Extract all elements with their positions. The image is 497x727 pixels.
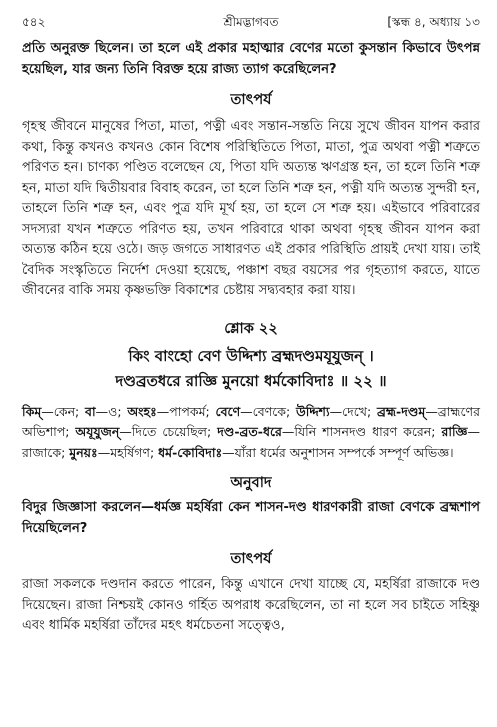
book-page	[22, 14, 480, 637]
synonym-meaning: —কেন;	[41, 403, 80, 419]
synonyms-text	[22, 402, 480, 464]
verse-line-2: দণ্ডব্রতধরে রাজ্ঞি মুনয়ো ধর্মকোবিদাঃ ॥ ২২ ॥	[115, 371, 387, 390]
synonym-meaning: —ব্রাহ্মণের অভিশাপ;	[22, 403, 480, 439]
synonym-meaning: —বেণকে;	[240, 403, 291, 419]
chapter-reference: [স্কন্ধ ৪, অধ্যায় ১৩	[387, 15, 480, 29]
synonym-word: বেণে	[215, 403, 241, 419]
synonym-word: দণ্ড-ব্রত-ধরে	[217, 424, 282, 439]
synonym-meaning: —রাজাকে;	[22, 424, 480, 460]
purport-text-2: রাজা সকলকে দণ্ডদান করতে পারেন, কিন্তু এখানে দেখা যাচ্ছে যে, মহর্ষিরা রাজাকে দণ্ড দিয়েছেন। রাজা নিশ্চয়ই কোনও গর্হিত অপরাধ করেছিলেন, তা না হলে সব চাইতে সহিষ্ণু এবং ধার্মিক মহর্ষিরা তাঁদের মহৎ ধর্মচেতনা সত্ত্বেও,	[22, 577, 480, 633]
running-header	[22, 14, 480, 36]
purport-heading-2: তাৎপর্য	[230, 551, 272, 567]
synonym-meaning: —যিনি শাসনদণ্ড ধারণ করেন;	[281, 424, 436, 439]
translation-heading: অনুবাদ	[230, 475, 272, 491]
verse-line-1: কিং বাংহো বেণ উদ্দিশ্য ব্রহ্মদণ্ডমযূযুজন্ ।	[128, 346, 374, 365]
synonym-meaning: —পাপকর্ম;	[156, 403, 210, 419]
synonym-word: ধর্ম-কোবিদাঃ	[158, 444, 223, 460]
purport-heading-1: তাৎপর্য	[230, 92, 272, 108]
synonym-word: কিম্	[22, 403, 42, 419]
synonym-meaning: —দেখে;	[329, 403, 372, 419]
synonym-meaning: —যাঁরা ধর্মের অনুশাসন সম্পর্কে সম্পূর্ণ অভিজ্ঞ।	[222, 444, 454, 460]
synonym-meaning: —দিতে চেয়েছিল;	[119, 424, 212, 439]
verse-heading: শ্লোক ২২	[224, 320, 278, 337]
synonym-word: রাজ্ঞি	[441, 424, 468, 439]
synonym-word: উদ্দিশ্য	[296, 403, 330, 419]
page-number: ৫৪২	[22, 15, 46, 29]
synonym-meaning: —মহর্ষিগণ;	[97, 444, 155, 460]
synonym-word: ব্রহ্ম-দণ্ডম্	[376, 403, 426, 419]
synonym-word: মুনয়ঃ	[69, 444, 98, 460]
synonym-word: অংহঃ	[127, 403, 157, 419]
translation-text: বিদুর জিজ্ঞাসা করলেন—ধর্মজ্ঞ মহর্ষিরা কেন শাসন-দণ্ড ধারণকারী রাজা বেণকে ব্রহ্মশাপ দিয়েছিলেন?	[22, 500, 480, 536]
synonym-word: বা	[85, 403, 96, 419]
previous-question-text: প্রতি অনুরক্ত ছিলেন। তা হলে এই প্রকার মহাত্মার বেণের মতো কুসন্তান কিভাবে উৎপন্ন হয়েছিল, যার জন্য তিনি বিরক্ত হয়ে রাজ্য ত্যাগ করেছিলেন?	[22, 41, 480, 77]
synonym-meaning: —ও;	[95, 403, 122, 419]
book-title: শ্রীমদ্ভাগবত	[223, 15, 279, 29]
synonym-word: অযূযুজন্	[75, 424, 120, 439]
purport-text-1: গৃহস্থ জীবনে মানুষের পিতা, মাতা, পত্নী এবং সন্তান-সন্ততি নিয়ে সুখে জীবন যাপন করার কথা, কিন্তু কখনও কখনও কোন বিশেষ পরিস্থিতিতে পিতা, মাতা, পুত্র অথবা পত্নী শত্রুতে পরিণত হন। চাণক্য পণ্ডিত বলেছেন যে, পিতা যদি অত্যন্ত ঋণগ্রস্ত হন, তা হলে তিনি শত্রু হন, মাতা যদি দ্বিতীয়বার বিবাহ করেন, তা হলে তিনি শত্রু হন, পত্নী যদি অত্যন্ত সুন্দরী হন, তাহলে তিনি শত্রু হন, এবং পুত্র যদি মূর্খ হয়, তা হলে সে শত্রু হয়। এইভাবে পরিবারের সদস্যরা যখন শত্রুতে পরিণত হয়, তখন পরিবারে থাকা অথবা গৃহস্থ জীবন যাপন করা অত্যন্ত কঠিন হয়ে ওঠে। জড় জগতে সাধারণত এই প্রকার পরিস্থিতি প্রায়ই দেখা যায়। তাই বৈদিক সংস্কৃতিতে নির্দেশ দেওয়া হয়েছে, পঞ্চাশ বছর বয়সের পর গৃহত্যাগ করতে, যাতে জীবনের বাকি সময় কৃষ্ণভক্তি বিকাশের চেষ্টায় সদ্ব্যবহার করা যায়।	[22, 119, 480, 298]
